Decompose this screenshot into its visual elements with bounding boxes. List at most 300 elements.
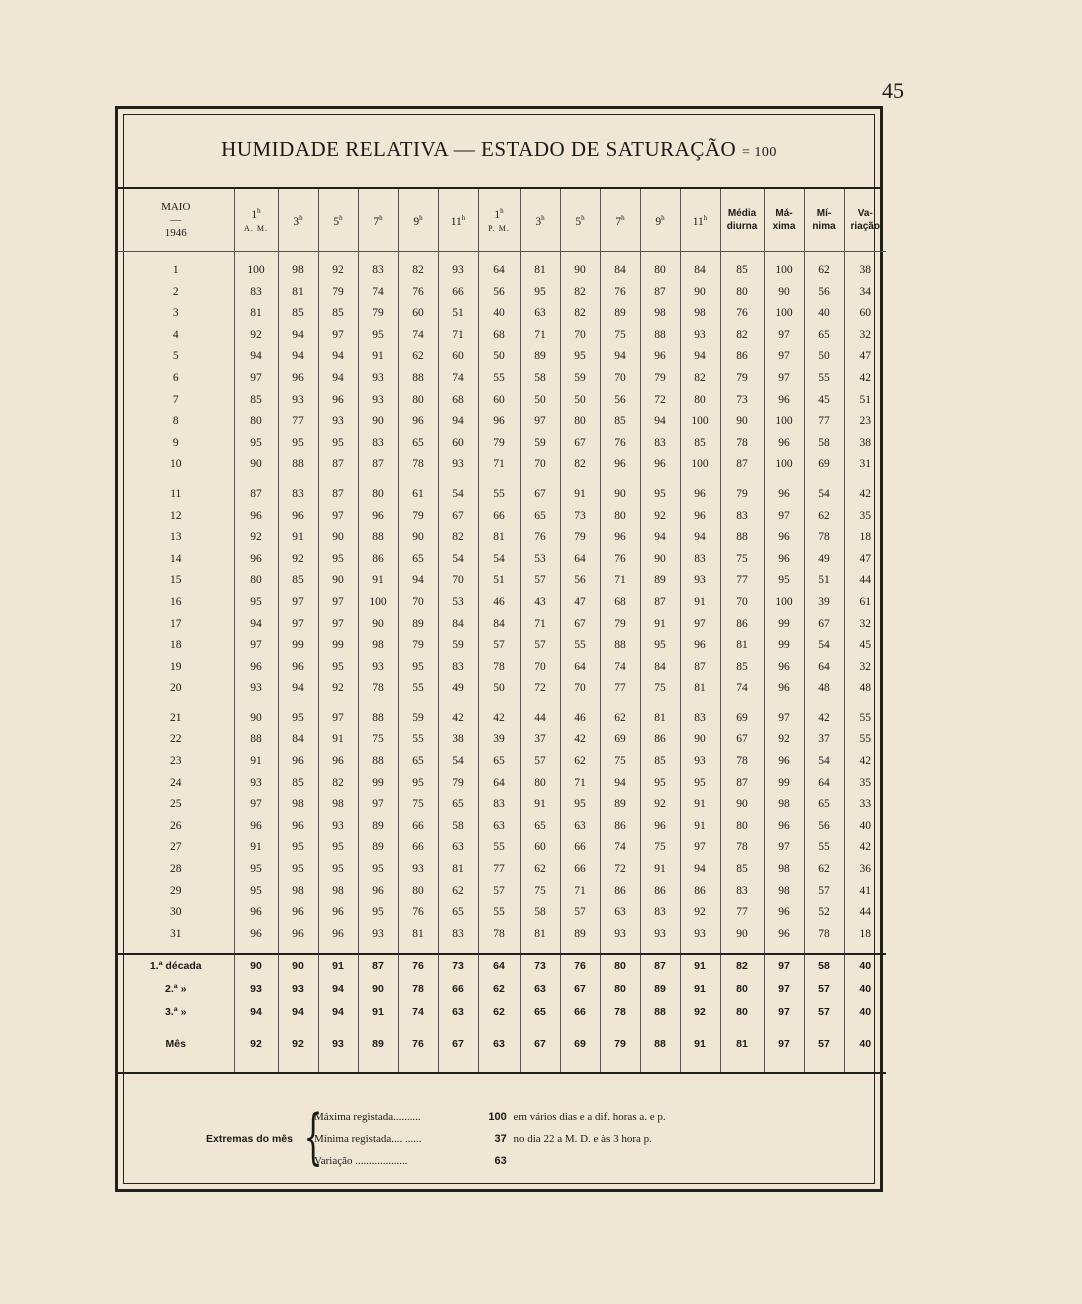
value-cell: 97 <box>318 506 358 528</box>
value-cell: 83 <box>478 794 520 816</box>
table-header <box>118 189 886 252</box>
value-cell: 86 <box>720 614 764 636</box>
value-cell: 76 <box>600 549 640 571</box>
value-cell: 80 <box>720 978 764 1001</box>
value-cell: 87 <box>318 454 358 476</box>
value-cell: 41 <box>844 881 886 903</box>
value-cell: 94 <box>398 570 438 592</box>
value-cell: 83 <box>278 484 318 506</box>
value-cell: 68 <box>438 390 478 412</box>
value-cell: 66 <box>478 506 520 528</box>
value-cell: 96 <box>278 506 318 528</box>
value-cell: 64 <box>560 657 600 679</box>
media-header: Média diurna <box>720 189 764 252</box>
value-cell: 36 <box>844 859 886 881</box>
value-cell: 55 <box>478 902 520 924</box>
table-row <box>118 325 886 347</box>
value-cell: 42 <box>478 708 520 730</box>
value-cell: 97 <box>764 368 804 390</box>
value-cell: 95 <box>358 902 398 924</box>
value-cell: 94 <box>680 346 720 368</box>
value-cell: 74 <box>358 282 398 304</box>
value-cell: 90 <box>358 978 398 1001</box>
value-cell: 42 <box>560 729 600 751</box>
value-cell: 74 <box>720 678 764 700</box>
table-row <box>118 859 886 881</box>
value-cell: 93 <box>318 411 358 433</box>
value-cell: 40 <box>804 303 844 325</box>
value-cell: 62 <box>804 859 844 881</box>
value-cell: 48 <box>804 678 844 700</box>
value-cell: 91 <box>278 527 318 549</box>
value-cell: 93 <box>278 390 318 412</box>
value-cell: 80 <box>560 411 600 433</box>
value-cell: 39 <box>478 729 520 751</box>
value-cell: 85 <box>278 303 318 325</box>
value-cell: 77 <box>278 411 318 433</box>
value-cell: 93 <box>358 390 398 412</box>
value-cell: 67 <box>438 1024 478 1064</box>
row-label: 2 <box>172 285 179 298</box>
hour-header: 9$^h$ <box>398 189 438 252</box>
value-cell: 76 <box>520 527 560 549</box>
value-cell: 40 <box>478 303 520 325</box>
value-cell: 76 <box>600 433 640 455</box>
value-cell: 50 <box>804 346 844 368</box>
minima-label: Mínima registada.... ...... <box>314 1133 422 1145</box>
value-cell: 66 <box>560 837 600 859</box>
value-cell: 83 <box>720 506 764 528</box>
value-cell: 97 <box>318 614 358 636</box>
value-cell: 94 <box>640 411 680 433</box>
value-cell: 47 <box>844 549 886 571</box>
value-cell: 85 <box>234 390 278 412</box>
value-cell: 95 <box>278 433 318 455</box>
value-cell: 96 <box>764 902 804 924</box>
value-cell: 62 <box>478 1001 520 1024</box>
value-cell: 96 <box>234 924 278 946</box>
value-cell: 85 <box>600 411 640 433</box>
value-cell: 98 <box>278 794 318 816</box>
value-cell: 42 <box>844 751 886 773</box>
title-equation: = 100 <box>741 145 777 160</box>
value-cell: 67 <box>520 1024 560 1064</box>
row-label: 31 <box>170 927 182 940</box>
value-cell: 82 <box>720 325 764 347</box>
value-cell: 93 <box>438 260 478 282</box>
value-cell: 86 <box>358 549 398 571</box>
page-number: 45 <box>882 78 904 103</box>
row-label: 29 <box>170 884 182 897</box>
value-cell: 55 <box>478 484 520 506</box>
value-cell: 76 <box>720 303 764 325</box>
value-cell: 95 <box>640 484 680 506</box>
value-cell: 88 <box>234 729 278 751</box>
value-cell: 86 <box>600 816 640 838</box>
table-row <box>118 881 886 903</box>
value-cell: 90 <box>234 954 278 978</box>
value-cell: 91 <box>358 1001 398 1024</box>
row-label: 19 <box>170 660 182 673</box>
value-cell: 82 <box>560 282 600 304</box>
value-cell: 55 <box>398 678 438 700</box>
value-cell: 82 <box>398 260 438 282</box>
value-cell: 90 <box>318 527 358 549</box>
row-label: 10 <box>170 458 182 471</box>
value-cell: 78 <box>358 678 398 700</box>
value-cell: 94 <box>318 1001 358 1024</box>
value-cell: 55 <box>844 729 886 751</box>
row-label: 21 <box>170 711 182 724</box>
value-cell: 83 <box>680 549 720 571</box>
value-cell: 60 <box>438 433 478 455</box>
value-cell: 87 <box>318 484 358 506</box>
value-cell: 93 <box>234 678 278 700</box>
value-cell: 79 <box>600 614 640 636</box>
value-cell: 95 <box>278 708 318 730</box>
value-cell: 58 <box>520 902 560 924</box>
value-cell: 96 <box>478 411 520 433</box>
value-cell: 94 <box>600 346 640 368</box>
value-cell: 93 <box>640 924 680 946</box>
value-cell: 83 <box>438 924 478 946</box>
value-cell: 93 <box>680 751 720 773</box>
value-cell: 100 <box>358 592 398 614</box>
value-cell: 80 <box>358 484 398 506</box>
humidity-table <box>118 189 886 1074</box>
value-cell: 40 <box>844 954 886 978</box>
value-cell: 73 <box>720 390 764 412</box>
value-cell: 80 <box>720 816 764 838</box>
value-cell: 70 <box>520 454 560 476</box>
value-cell: 97 <box>318 708 358 730</box>
minima-row <box>314 1133 652 1145</box>
value-cell: 91 <box>640 614 680 636</box>
row-label: 11 <box>170 487 182 500</box>
value-cell: 87 <box>720 454 764 476</box>
value-cell: 40 <box>844 978 886 1001</box>
hour-label: 3 <box>535 215 542 228</box>
value-cell: 80 <box>600 954 640 978</box>
value-cell: 94 <box>278 1001 318 1024</box>
value-cell: 95 <box>234 592 278 614</box>
value-cell: 78 <box>398 978 438 1001</box>
value-cell: 77 <box>804 411 844 433</box>
value-cell: 94 <box>438 411 478 433</box>
maxima-value: 100 <box>488 1111 507 1123</box>
value-cell: 84 <box>640 657 680 679</box>
value-cell: 86 <box>680 881 720 903</box>
value-cell: 95 <box>318 433 358 455</box>
value-cell: 57 <box>520 751 560 773</box>
value-cell: 86 <box>600 881 640 903</box>
value-cell: 84 <box>478 614 520 636</box>
value-cell: 96 <box>640 454 680 476</box>
value-cell: 69 <box>560 1024 600 1064</box>
value-cell: 91 <box>680 954 720 978</box>
value-cell: 98 <box>318 881 358 903</box>
minima-header: Mí- nima <box>804 189 844 252</box>
value-cell: 62 <box>520 859 560 881</box>
value-cell: 54 <box>438 549 478 571</box>
hour-header: 11$^h$ <box>680 189 720 252</box>
value-cell: 34 <box>844 282 886 304</box>
value-cell: 81 <box>720 635 764 657</box>
row-label: 2.ª » <box>165 983 187 996</box>
value-cell: 97 <box>764 325 804 347</box>
row-label: 6 <box>172 371 179 384</box>
value-cell: 95 <box>560 794 600 816</box>
value-cell: 59 <box>520 433 560 455</box>
row-label: 3 <box>172 307 179 320</box>
value-cell: 55 <box>560 635 600 657</box>
value-cell: 94 <box>318 346 358 368</box>
value-cell: 98 <box>680 303 720 325</box>
value-cell: 97 <box>318 592 358 614</box>
hour-label: 3 <box>293 215 300 228</box>
value-cell: 93 <box>278 978 318 1001</box>
value-cell: 94 <box>318 368 358 390</box>
value-cell: 100 <box>764 303 804 325</box>
value-cell: 85 <box>278 773 318 795</box>
value-cell: 91 <box>358 346 398 368</box>
value-cell: 97 <box>318 325 358 347</box>
row-label: 27 <box>170 841 182 854</box>
value-cell: 81 <box>234 303 278 325</box>
value-cell: 96 <box>278 368 318 390</box>
extremes-section <box>118 1103 880 1183</box>
value-cell: 64 <box>478 773 520 795</box>
value-cell: 47 <box>844 346 886 368</box>
value-cell: 65 <box>398 549 438 571</box>
value-cell: 93 <box>318 816 358 838</box>
row-label: 5 <box>172 350 179 363</box>
value-cell: 75 <box>398 794 438 816</box>
value-cell: 63 <box>438 837 478 859</box>
value-cell: 83 <box>358 433 398 455</box>
value-cell: 91 <box>640 859 680 881</box>
value-cell: 71 <box>520 614 560 636</box>
value-cell: 89 <box>640 570 680 592</box>
hour-header: 11$^h$ <box>438 189 478 252</box>
value-cell: 94 <box>640 527 680 549</box>
value-cell: 99 <box>278 635 318 657</box>
value-cell: 57 <box>804 881 844 903</box>
value-cell: 90 <box>680 729 720 751</box>
row-label: 1 <box>172 264 179 276</box>
value-cell: 96 <box>278 924 318 946</box>
value-cell: 96 <box>764 527 804 549</box>
value-cell: 96 <box>680 484 720 506</box>
value-cell: 90 <box>358 614 398 636</box>
value-cell: 97 <box>764 978 804 1001</box>
value-cell: 67 <box>560 614 600 636</box>
value-cell: 64 <box>478 954 520 978</box>
value-cell: 96 <box>278 816 318 838</box>
value-cell: 95 <box>278 837 318 859</box>
value-cell: 95 <box>520 282 560 304</box>
value-cell: 67 <box>520 484 560 506</box>
value-cell: 40 <box>844 816 886 838</box>
value-cell: 100 <box>680 411 720 433</box>
value-cell: 79 <box>720 484 764 506</box>
value-cell: 90 <box>640 549 680 571</box>
value-cell: 72 <box>520 678 560 700</box>
value-cell: 71 <box>560 881 600 903</box>
table-row <box>118 924 886 946</box>
value-cell: 87 <box>358 954 398 978</box>
value-cell: 73 <box>520 954 560 978</box>
value-cell: 53 <box>438 592 478 614</box>
value-cell: 95 <box>640 773 680 795</box>
value-cell: 77 <box>478 859 520 881</box>
value-cell: 73 <box>438 954 478 978</box>
value-cell: 92 <box>234 325 278 347</box>
value-cell: 76 <box>398 282 438 304</box>
value-cell: 65 <box>520 816 560 838</box>
value-cell: 96 <box>764 816 804 838</box>
value-cell: 78 <box>720 433 764 455</box>
value-cell: 97 <box>764 708 804 730</box>
value-cell: 95 <box>680 773 720 795</box>
value-cell: 75 <box>640 678 680 700</box>
value-cell: 57 <box>478 881 520 903</box>
value-cell: 96 <box>318 924 358 946</box>
value-cell: 32 <box>844 325 886 347</box>
value-cell: 92 <box>680 1001 720 1024</box>
value-cell: 87 <box>680 657 720 679</box>
value-cell: 57 <box>478 635 520 657</box>
value-cell: 58 <box>520 368 560 390</box>
row-label: 26 <box>170 819 182 832</box>
value-cell: 59 <box>398 708 438 730</box>
value-cell: 90 <box>720 794 764 816</box>
value-cell: 54 <box>438 484 478 506</box>
value-cell: 99 <box>764 614 804 636</box>
value-cell: 90 <box>234 708 278 730</box>
value-cell: 81 <box>640 708 680 730</box>
value-cell: 70 <box>398 592 438 614</box>
value-cell: 80 <box>680 390 720 412</box>
value-cell: 89 <box>600 794 640 816</box>
value-cell: 95 <box>234 433 278 455</box>
value-cell: 79 <box>358 303 398 325</box>
value-cell: 64 <box>560 549 600 571</box>
value-cell: 95 <box>398 657 438 679</box>
value-cell: 96 <box>764 924 804 946</box>
table-row <box>118 346 886 368</box>
value-cell: 99 <box>358 773 398 795</box>
value-cell: 84 <box>680 260 720 282</box>
value-cell: 38 <box>844 433 886 455</box>
value-cell: 70 <box>560 325 600 347</box>
value-cell: 93 <box>680 924 720 946</box>
hour-header: 3$^h$ <box>278 189 318 252</box>
month-total-row <box>118 1024 886 1064</box>
hour-header: 7$^h$ <box>600 189 640 252</box>
value-cell: 74 <box>600 837 640 859</box>
value-cell: 93 <box>680 570 720 592</box>
value-cell: 97 <box>234 794 278 816</box>
value-cell: 88 <box>640 1024 680 1064</box>
value-cell: 95 <box>318 657 358 679</box>
value-cell: 93 <box>358 657 398 679</box>
value-cell: 100 <box>234 260 278 282</box>
value-cell: 80 <box>234 411 278 433</box>
value-cell: 71 <box>560 773 600 795</box>
table-row <box>118 282 886 304</box>
value-cell: 63 <box>520 978 560 1001</box>
maxima-header: Má- xima <box>764 189 804 252</box>
value-cell: 75 <box>720 549 764 571</box>
value-cell: 98 <box>640 303 680 325</box>
value-cell: 65 <box>438 794 478 816</box>
table-body <box>118 252 886 1074</box>
value-cell: 89 <box>358 816 398 838</box>
value-cell: 89 <box>640 978 680 1001</box>
value-cell: 88 <box>640 1001 680 1024</box>
value-cell: 76 <box>600 282 640 304</box>
value-cell: 70 <box>720 592 764 614</box>
value-cell: 79 <box>478 433 520 455</box>
value-cell: 66 <box>438 282 478 304</box>
value-cell: 74 <box>398 1001 438 1024</box>
variacao-label: Variação ................... <box>314 1155 408 1167</box>
value-cell: 97 <box>764 506 804 528</box>
value-cell: 54 <box>478 549 520 571</box>
table-row <box>118 635 886 657</box>
value-cell: 46 <box>560 708 600 730</box>
value-cell: 90 <box>278 954 318 978</box>
value-cell: 32 <box>844 657 886 679</box>
value-cell: 83 <box>720 881 764 903</box>
table-row <box>118 751 886 773</box>
hour-label: 11 <box>450 215 462 228</box>
value-cell: 85 <box>720 657 764 679</box>
value-cell: 81 <box>278 282 318 304</box>
value-cell: 69 <box>804 454 844 476</box>
value-cell: 55 <box>844 708 886 730</box>
value-cell: 51 <box>478 570 520 592</box>
value-cell: 96 <box>278 902 318 924</box>
table-row <box>118 657 886 679</box>
value-cell: 95 <box>318 549 358 571</box>
value-cell: 96 <box>234 506 278 528</box>
value-cell: 57 <box>520 570 560 592</box>
hour-label: 5 <box>575 215 582 228</box>
value-cell: 87 <box>640 954 680 978</box>
value-cell: 90 <box>720 411 764 433</box>
value-cell: 95 <box>640 635 680 657</box>
value-cell: 92 <box>318 260 358 282</box>
value-cell: 38 <box>438 729 478 751</box>
value-cell: 75 <box>640 837 680 859</box>
value-cell: 31 <box>844 454 886 476</box>
value-cell: 91 <box>680 592 720 614</box>
value-cell: 43 <box>520 592 560 614</box>
value-cell: 96 <box>764 433 804 455</box>
value-cell: 65 <box>438 902 478 924</box>
value-cell: 73 <box>560 506 600 528</box>
hour-label: 5 <box>333 215 340 228</box>
value-cell: 96 <box>640 816 680 838</box>
value-cell: 83 <box>234 282 278 304</box>
value-cell: 71 <box>520 325 560 347</box>
value-cell: 83 <box>640 902 680 924</box>
minima-value: 37 <box>494 1133 507 1145</box>
value-cell: 97 <box>764 837 804 859</box>
row-label: 30 <box>170 906 182 919</box>
